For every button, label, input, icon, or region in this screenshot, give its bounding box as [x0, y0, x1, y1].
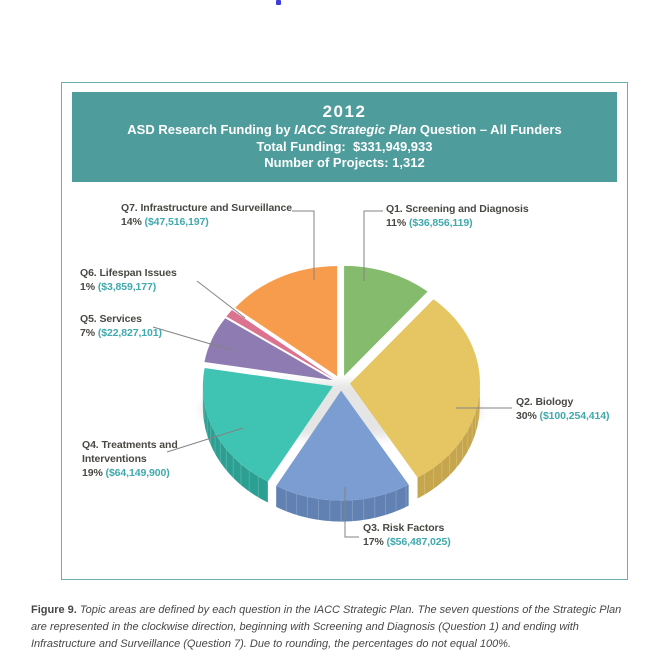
pie-label-q2 — [516, 395, 609, 423]
pie-label-q5-value — [80, 326, 162, 340]
pie-label-q3 — [363, 521, 451, 549]
pie-label-q2-name: Q2. Biology — [516, 396, 574, 408]
chart-title-suffix: Question – All Funders — [416, 122, 562, 137]
pie-label-q5 — [80, 312, 162, 340]
figure-caption-label: Figure 9. — [31, 604, 77, 616]
pie-label-q4-name: Q4. Treatments and Interventions — [82, 439, 178, 465]
project-count-line: Number of Projects: 1,312 — [264, 155, 425, 170]
pie-label-q5-amount: ($22,827,101) — [97, 327, 162, 339]
chart-title-prefix: ASD Research Funding by — [127, 122, 295, 137]
pie-label-q1-percent: 11% — [386, 217, 407, 229]
pie-label-q7-name: Q7. Infrastructure and Surveillance — [121, 202, 292, 214]
pie-label-q6 — [80, 266, 177, 294]
leader-line-q6 — [197, 281, 245, 318]
pie-label-q2-value — [516, 409, 609, 423]
pie-label-q4 — [82, 438, 186, 480]
pie-label-q5-name: Q5. Services — [80, 313, 142, 325]
pie-label-q7-value — [121, 215, 292, 229]
figure-caption — [31, 602, 631, 653]
pie-label-q5-percent: 7% — [80, 327, 95, 339]
pie-label-q3-percent: 17% — [363, 536, 384, 548]
pie-label-q7-amount: ($47,516,197) — [144, 216, 209, 228]
figure-caption-text: Topic areas are defined by each question in the IACC Strategic Plan. The seven questions of the Strategic Plan are represented in the clockwise direction, beginning with Screening and Diagnosis (Question 1) and ending with Infrastructure and Surveillance (Question 7). Due to rounding, the percentages do not equal 100%. — [31, 604, 622, 650]
pie-label-q3-value — [363, 535, 451, 549]
pie-label-q2-percent: 30% — [516, 410, 537, 422]
pie-label-q7 — [121, 201, 292, 229]
chart-year: 2012 — [322, 102, 367, 121]
pie-label-q2-amount: ($100,254,414) — [539, 410, 610, 422]
pie-label-q6-name: Q6. Lifespan Issues — [80, 267, 177, 279]
pie-label-q1-value — [386, 216, 529, 230]
pie-label-q4-amount: ($64,149,900) — [105, 467, 170, 479]
pie-label-q3-name: Q3. Risk Factors — [363, 522, 445, 534]
pie-label-q1-amount: ($36,856,119) — [408, 217, 473, 229]
pie-label-q4-value — [82, 466, 186, 480]
chart-title-italic: IACC Strategic Plan — [294, 122, 417, 137]
pie-label-q7-percent: 14% — [121, 216, 142, 228]
pie-label-q4-percent: 19% — [82, 467, 103, 479]
pie-label-q1-name: Q1. Screening and Diagnosis — [386, 203, 529, 215]
pie-label-q6-percent: 1% — [80, 281, 95, 293]
pie-label-q6-value — [80, 280, 177, 294]
pie-label-q3-amount: ($56,487,025) — [386, 536, 451, 548]
pie-label-q6-amount: ($3,859,177) — [97, 281, 157, 293]
pie-label-q1 — [386, 202, 529, 230]
total-funding-line: Total Funding: $331,949,933 — [256, 138, 433, 154]
